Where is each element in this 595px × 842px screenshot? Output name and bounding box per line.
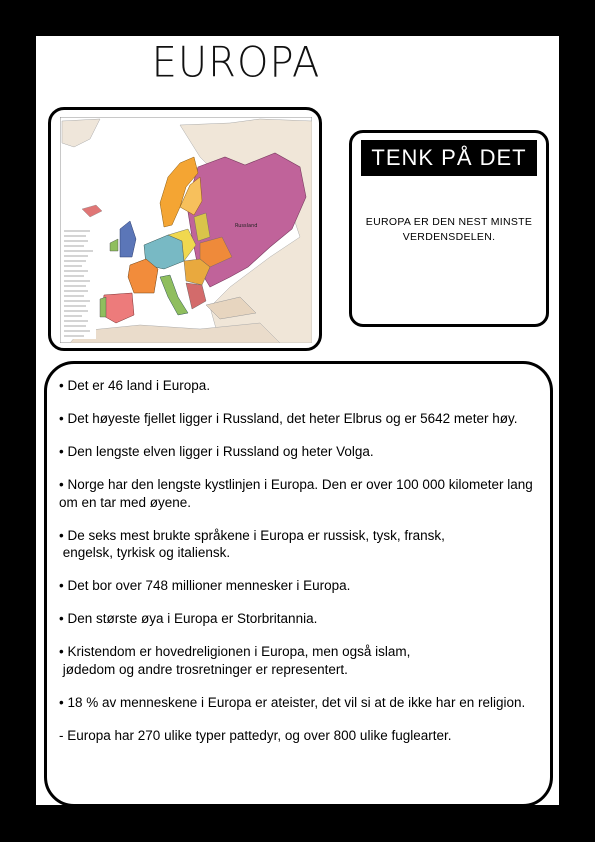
fact-item: • 18 % av menneskene i Europa er ateister, det vil si at de ikke har en religion.: [59, 694, 526, 710]
facts-list: [59, 377, 539, 760]
think-header: TENK PÅ DET: [361, 140, 537, 176]
fact-item: • Det er 46 land i Europa.: [59, 378, 211, 393]
map-legend: [62, 227, 96, 339]
facts-card: [44, 361, 553, 807]
map-card: [48, 107, 322, 351]
russia-label: Russland: [235, 223, 258, 229]
think-about-it-card: [349, 130, 549, 327]
fact-item: • Kristendom er hovedreligionen i Europa, men også islam, jødedom og andre trosretninger er representert.: [59, 644, 411, 677]
fact-item: • Det høyeste fjellet ligger i Russland, det heter Elbrus og er 5642 meter høy.: [59, 411, 518, 426]
fact-item: • Den lengste elven ligger i Russland og heter Volga.: [59, 444, 374, 459]
fact-item: • De seks mest brukte språkene i Europa er russisk, tysk, fransk, engelsk, tyrkisk og italiensk.: [59, 527, 445, 560]
think-body: EUROPA ER DEN NEST MINSTE VERDENSDELEN.: [365, 216, 533, 243]
europe-map-image: [60, 117, 312, 343]
fact-item: • Den største øya i Europa er Storbritannia.: [59, 611, 318, 626]
fact-item: • Norge har den lengste kystlinjen i Europa. Den er over 100 000 kilometer lang om en tar med øyene.: [59, 477, 537, 510]
page-title: EUROPA: [151, 38, 321, 88]
fact-item: • Det bor over 748 millioner mennesker i Europa.: [59, 578, 351, 593]
fact-item: - Europa har 270 ulike typer pattedyr, og over 800 ulike fuglearter.: [59, 727, 452, 743]
worksheet-page: [36, 36, 559, 805]
